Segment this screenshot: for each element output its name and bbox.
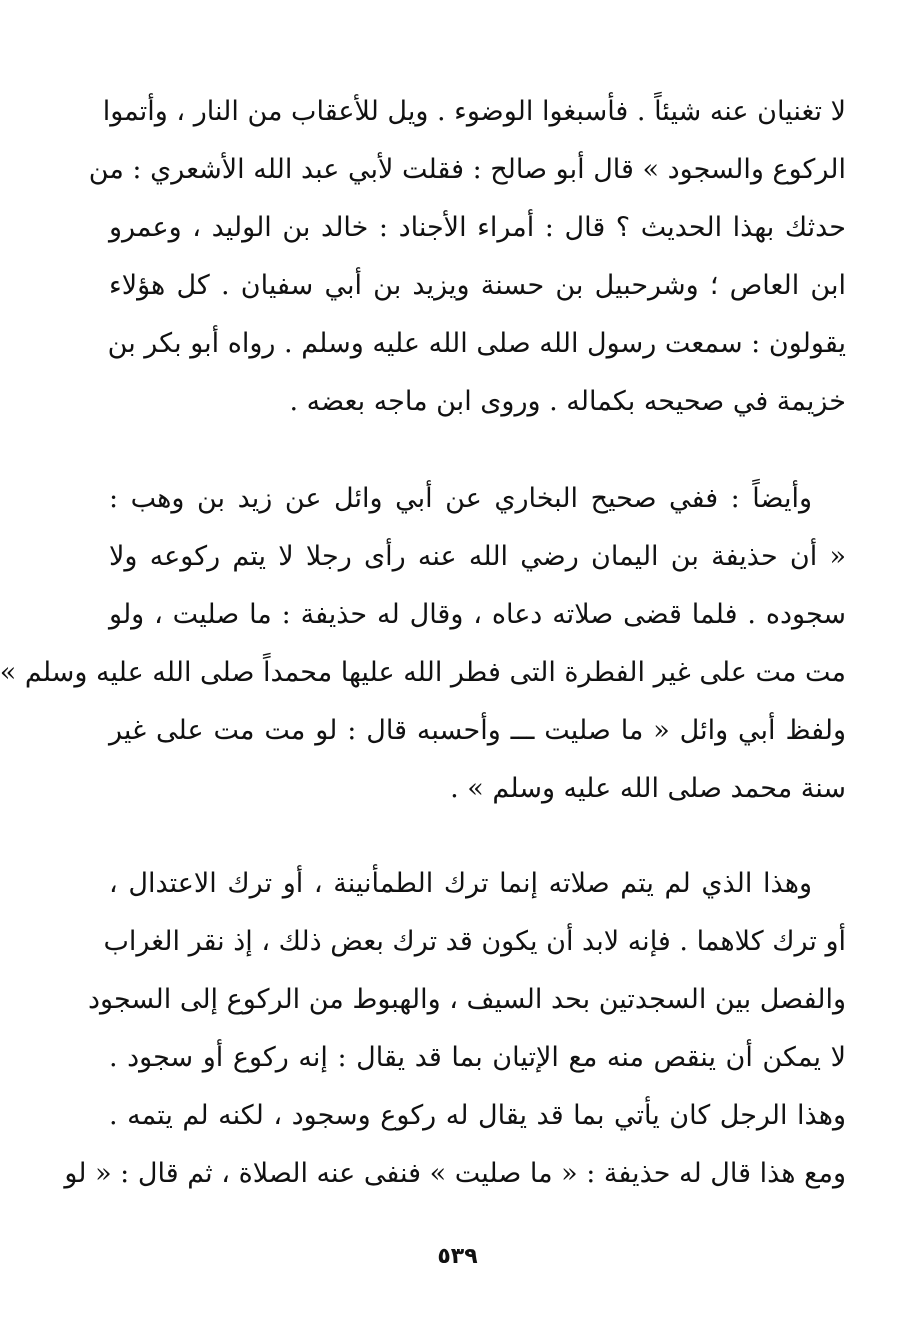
text-line: لا تغنيان عنه شيئاً . فأسبغوا الوضوء . ويل للأعقاب من النار ، وأتموا <box>102 96 846 127</box>
text-line: « أن حذيفة بن اليمان رضي الله عنه رأى رجلا لا يتم ركوعه ولا <box>109 541 846 572</box>
text-line: يقولون : سمعت رسول الله صلى الله عليه وسلم . رواه أبو بكر بن <box>107 328 846 359</box>
paragraph-2 <box>0 470 846 818</box>
text-line: لا يمكن أن ينقص منه مع الإتيان بما قد يقال : إنه ركوع أو سجود . <box>109 1042 846 1073</box>
text-line: سنة محمد صلى الله عليه وسلم » . <box>450 773 846 804</box>
text-line: ومع هذا قال له حذيفة : « ما صليت » فنفى عنه الصلاة ، ثم قال : « لو <box>64 1158 846 1189</box>
paragraph-1 <box>88 83 846 431</box>
text-line: وأيضاً : ففي صحيح البخاري عن أبي وائل عن زيد بن وهب : <box>109 483 812 514</box>
paragraph-3 <box>64 855 846 1203</box>
text-line: مت مت على غير الفطرة التى فطر الله عليها محمداً صلى الله عليه وسلم » <box>0 657 846 688</box>
text-line: أو ترك كلاهما . فإنه لابد أن يكون قد ترك بعض ذلك ، إذ نقر الغراب <box>103 926 846 957</box>
text-line: خزيمة في صحيحه بكماله . وروى ابن ماجه بعضه . <box>289 386 846 417</box>
text-line: والفصل بين السجدتين بحد السيف ، والهبوط من الركوع إلى السجود <box>88 984 846 1015</box>
text-line: ولفظ أبي وائل « ما صليت ـــ وأحسبه قال : لو مت مت على غير <box>109 715 846 746</box>
text-line: حدثك بهذا الحديث ؟ قال : أمراء الأجناد : خالد بن الوليد ، وعمرو <box>109 212 846 243</box>
text-line: الركوع والسجود » قال أبو صالح : فقلت لأبي عبد الله الأشعري : من <box>88 154 846 185</box>
text-line: وهذا الرجل كان يأتي بما قد يقال له ركوع وسجود ، لكنه لم يتمه . <box>109 1100 846 1131</box>
page-number: ٥٣٩ <box>437 1244 478 1269</box>
text-line: ابن العاص ؛ وشرحبيل بن حسنة ويزيد بن أبي سفيان . كل هؤلاء <box>109 270 846 301</box>
text-line: سجوده . فلما قضى صلاته دعاه ، وقال له حذيفة : ما صليت ، ولو <box>109 599 846 630</box>
text-line: وهذا الذي لم يتم صلاته إنما ترك الطمأنينة ، أو ترك الاعتدال ، <box>109 868 812 899</box>
